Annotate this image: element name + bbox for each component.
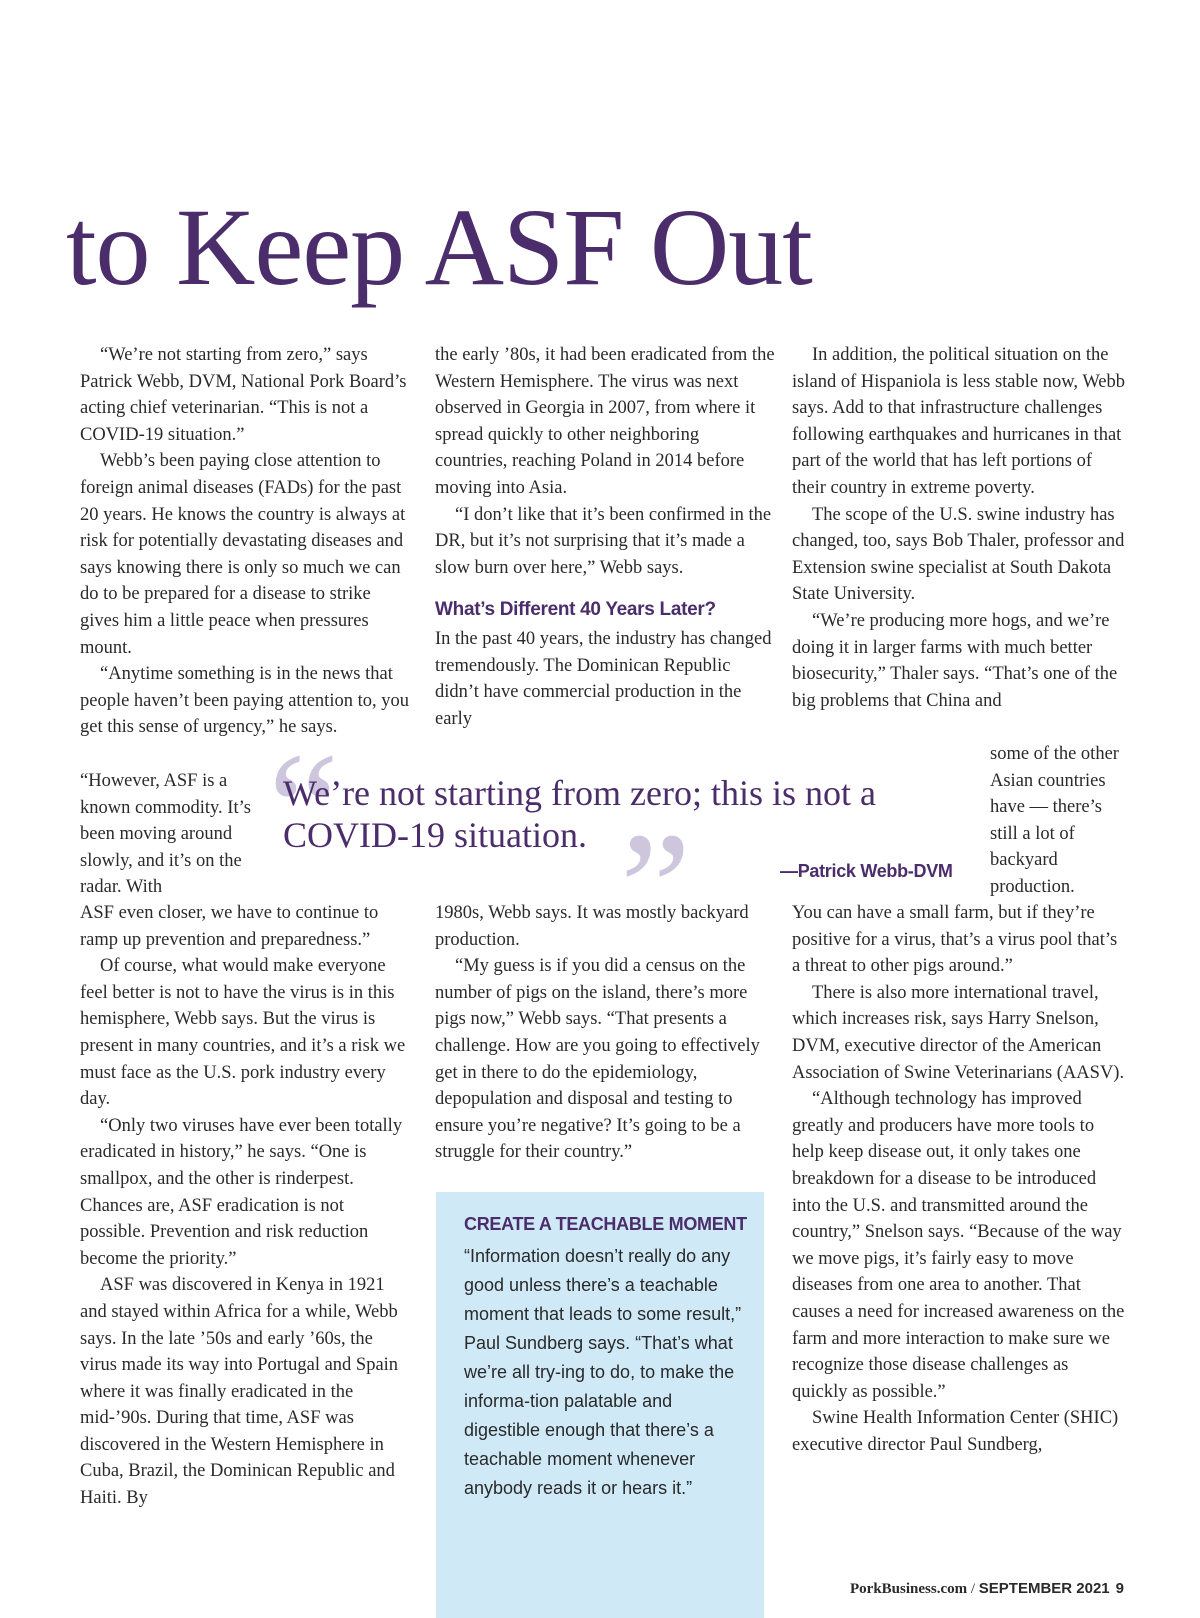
column-3-wrap (990, 741, 1130, 901)
column-1-wrap (80, 768, 255, 901)
page-number: 9 (1115, 1580, 1124, 1597)
column-3 (792, 342, 1127, 714)
paragraph: “However, ASF is a known commodity. It’s been moving around slowly, and it’s on the radar. With (80, 771, 251, 898)
paragraph: “Anytime something is in the news that people haven’t been paying attention to, you get this sense of urgency,” he says. (80, 664, 409, 738)
pull-quote: We’re not starting from zero; this is not a COVID-19 situation. (283, 773, 876, 855)
paragraph: In addition, the political situation on the island of Hispaniola is less stable now, Webb says. Add to that infrastructure challenges following earthquakes and hurricanes in that part of the world that has left portions of their country in extreme poverty. (792, 345, 1126, 498)
paragraph: 1980s, Webb says. It was mostly backyard production. (435, 903, 749, 950)
paragraph: “Only two viruses have ever been totally eradicated in history,” he says. “One is smallpox, and the other is rinderpest. Chances are, ASF eradication is not possible. Prevention and risk reduction become the priority.” (80, 1115, 403, 1269)
paragraph: “We’re producing more hogs, and we’re doing it in larger farms with much better biosecurity,” Thaler says. “That’s one of the big problems that China and (792, 610, 1118, 711)
column-1-continued (80, 900, 410, 1512)
paragraph: Webb’s been paying close attention to foreign animal diseases (FADs) for the past 20 years. He knows the country is always at risk for potentially devastating diseases and says knowing there is only so much we can do to be prepared for a disease to strike gives him a little peace when pressures mount. (80, 451, 406, 658)
sidebar-text: “Information doesn’t really do any good unless there’s a teachable moment that leads to some result,” Paul Sundberg says. “That’s what we’re all try-ing to do, to make the informa-tion palatable and digestible enough that there’s a teachable moment whenever anybody reads it or hears it.” (464, 1246, 742, 1498)
paragraph: You can have a small farm, but if they’re positive for a virus, that’s a virus pool that’s a threat to other pigs around.” (792, 903, 1118, 977)
paragraph: In the past 40 years, the industry has changed tremendously. The Dominican Republic didn’t have commercial production in the early (435, 628, 772, 729)
paragraph: the early ’80s, it had been eradicated from the Western Hemisphere. The virus was next observed in Georgia in 2007, from where it spread quickly to other neighboring countries, reaching Poland in 2014 before moving into Asia. (435, 345, 775, 498)
column-2-continued (435, 900, 775, 1166)
footer-site: PorkBusiness.com (850, 1581, 968, 1597)
sidebar-box (436, 1192, 764, 1618)
column-1 (80, 342, 410, 741)
paragraph: some of the other Asian countries have — there’s still a lot of backyard production. (990, 744, 1119, 897)
pull-quote-attribution: —Patrick Webb-DVM (780, 861, 953, 881)
column-2 (435, 342, 775, 732)
paragraph: ASF was discovered in Kenya in 1921 and stayed within Africa for a while, Webb says. In the late ’50s and early ’60s, the virus made its way into Portugal and Spain where it was finally eradicated in the mid-’90s. During that time, ASF was discovered in the Western Hemisphere in Cuba, Brazil, the Dominican Republic and Haiti. By (80, 1275, 399, 1509)
paragraph: Of course, what would make everyone feel better is not to have the virus is in this hemisphere, Webb says. But the virus is present in many countries, and it’s a risk we must face as the U.S. pork industry every day. (80, 956, 406, 1110)
paragraph: There is also more international travel, which increases risk, says Harry Snelson, DVM, executive director of the American Association of Swine Veterinarians (AASV). (792, 982, 1125, 1083)
column-3-continued (792, 900, 1127, 1458)
paragraph: “My guess is if you did a census on the number of pigs on the island, there’s more pigs now,” Webb says. “That presents a challenge. How are you going to effectively get in there to do the epidemiology, depopulation and disposal and testing to ensure you’re negative? It’s going to be a struggle for their country.” (435, 956, 760, 1163)
footer-issue: SEPTEMBER 2021 (978, 1580, 1110, 1597)
sidebar-heading: CREATE A TEACHABLE MOMENT (464, 1214, 747, 1234)
paragraph: The scope of the U.S. swine industry has changed, too, says Bob Thaler, professor and Extension swine specialist at South Dakota State University. (792, 504, 1125, 605)
page-footer (850, 1580, 1124, 1598)
section-subhead: What’s Different 40 Years Later? (435, 599, 716, 621)
footer-separator: / (967, 1581, 979, 1597)
paragraph: ASF even closer, we have to continue to ramp up prevention and preparedness.” (80, 903, 379, 950)
article-title: to Keep ASF Out (66, 186, 812, 308)
paragraph: “We’re not starting from zero,” says Patrick Webb, DVM, National Pork Board’s acting chief veterinarian. “This is not a COVID-19 situation.” (80, 345, 407, 445)
open-quote-icon: “ (268, 719, 340, 897)
paragraph: Swine Health Information Center (SHIC) executive director Paul Sundberg, (792, 1408, 1119, 1455)
paragraph: “I don’t like that it’s been confirmed in the DR, but it’s not surprising that it’s made a slow burn over here,” Webb says. (435, 504, 772, 578)
close-quote-icon: ” (620, 799, 692, 977)
paragraph: “Although technology has improved greatly and producers have more tools to help keep disease out, it only takes one breakdown for a disease to be introduced into the U.S. and transmitted around the country,” Snelson says. “Because of the way we move pigs, it’s fairly easy to move diseases from one area to another. That causes a need for increased awareness on the farm and more interaction to make sure we recognize those disease challenges as quickly as possible.” (792, 1089, 1125, 1402)
